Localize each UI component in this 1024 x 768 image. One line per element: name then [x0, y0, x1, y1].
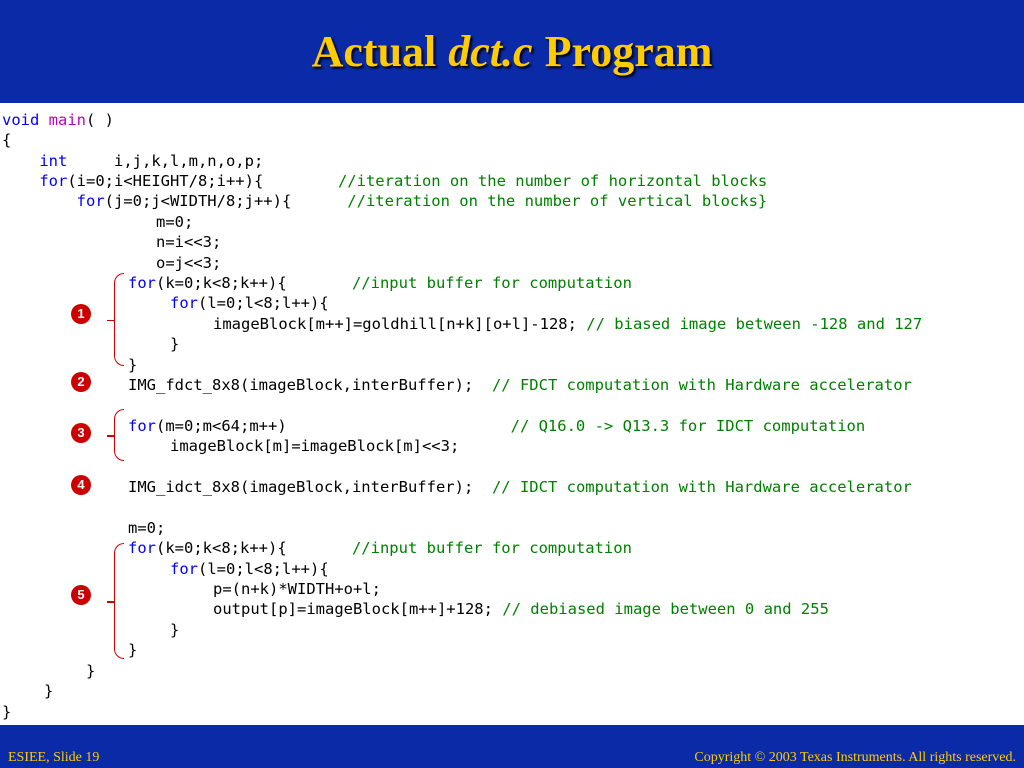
code-line-13: }	[128, 356, 138, 374]
code-line-4: for(i=0;i<HEIGHT/8;i++){ //iteration on the number of horizontal blocks	[39, 172, 768, 190]
code-line-22: output[p]=imageBlock[m++]+128; // debiased image between 0 and 255	[213, 600, 829, 618]
code-line-21: p=(n+k)*WIDTH+o+l;	[213, 580, 381, 598]
step-badge-3: 3	[71, 423, 91, 443]
code-line-27: }	[2, 703, 12, 721]
code-line-5: for(j=0;j<WIDTH/8;j++){ //iteration on the number of vertical blocks}	[76, 192, 768, 210]
code-line-23: }	[170, 621, 180, 639]
code-line-24: }	[128, 641, 138, 659]
step-badge-5: 5	[71, 585, 91, 605]
footer-slide-label: ESIEE, Slide 19	[8, 750, 100, 765]
step-badge-4: 4	[71, 475, 91, 495]
code-line-11: imageBlock[m++]=goldhill[n+k][o+l]-128; // biased image between -128 and 127	[213, 315, 923, 333]
code-line-19: for(k=0;k<8;k++){ //input buffer for computation	[128, 539, 632, 557]
bracket-3	[114, 409, 124, 461]
code-line-20: for(l=0;l<8;l++){	[170, 560, 329, 578]
code-line-1: void main( )	[2, 111, 114, 129]
code-line-16: imageBlock[m]=imageBlock[m]<<3;	[170, 437, 460, 455]
code-line-2: {	[2, 131, 12, 149]
code-line-9: for(k=0;k<8;k++){ //input buffer for computation	[128, 274, 632, 292]
code-line-3: int i,j,k,l,m,n,o,p;	[39, 152, 264, 170]
step-badge-2: 2	[71, 372, 91, 392]
bracket-1	[114, 273, 124, 366]
code-line-12: }	[170, 335, 180, 353]
title-part-2: dct.c	[448, 27, 533, 76]
code-line-15: for(m=0;m<64;m++) // Q16.0 -> Q13.3 for IDCT computation	[128, 417, 866, 435]
bracket-5	[114, 543, 124, 659]
code-line-7: n=i<<3;	[156, 233, 222, 251]
step-badge-1: 1	[71, 304, 91, 324]
code-line-8: o=j<<3;	[156, 254, 222, 272]
code-line-18: m=0;	[128, 519, 166, 537]
title-part-3: Program	[544, 27, 713, 76]
title-part-1: Actual	[311, 27, 437, 76]
code-line-14: IMG_fdct_8x8(imageBlock,interBuffer); // FDCT computation with Hardware accelerator	[128, 376, 912, 394]
code-panel	[0, 103, 1024, 725]
code-line-6: m=0;	[156, 213, 194, 231]
code-line-25: }	[86, 662, 96, 680]
slide-title	[0, 0, 1024, 103]
code-line-17: IMG_idct_8x8(imageBlock,interBuffer); // IDCT computation with Hardware accelerator	[128, 478, 912, 496]
code-line-26: }	[44, 682, 54, 700]
code-line-10: for(l=0;l<8;l++){	[170, 294, 329, 312]
footer-copyright: Copyright © 2003 Texas Instruments. All rights reserved.	[694, 750, 1016, 765]
